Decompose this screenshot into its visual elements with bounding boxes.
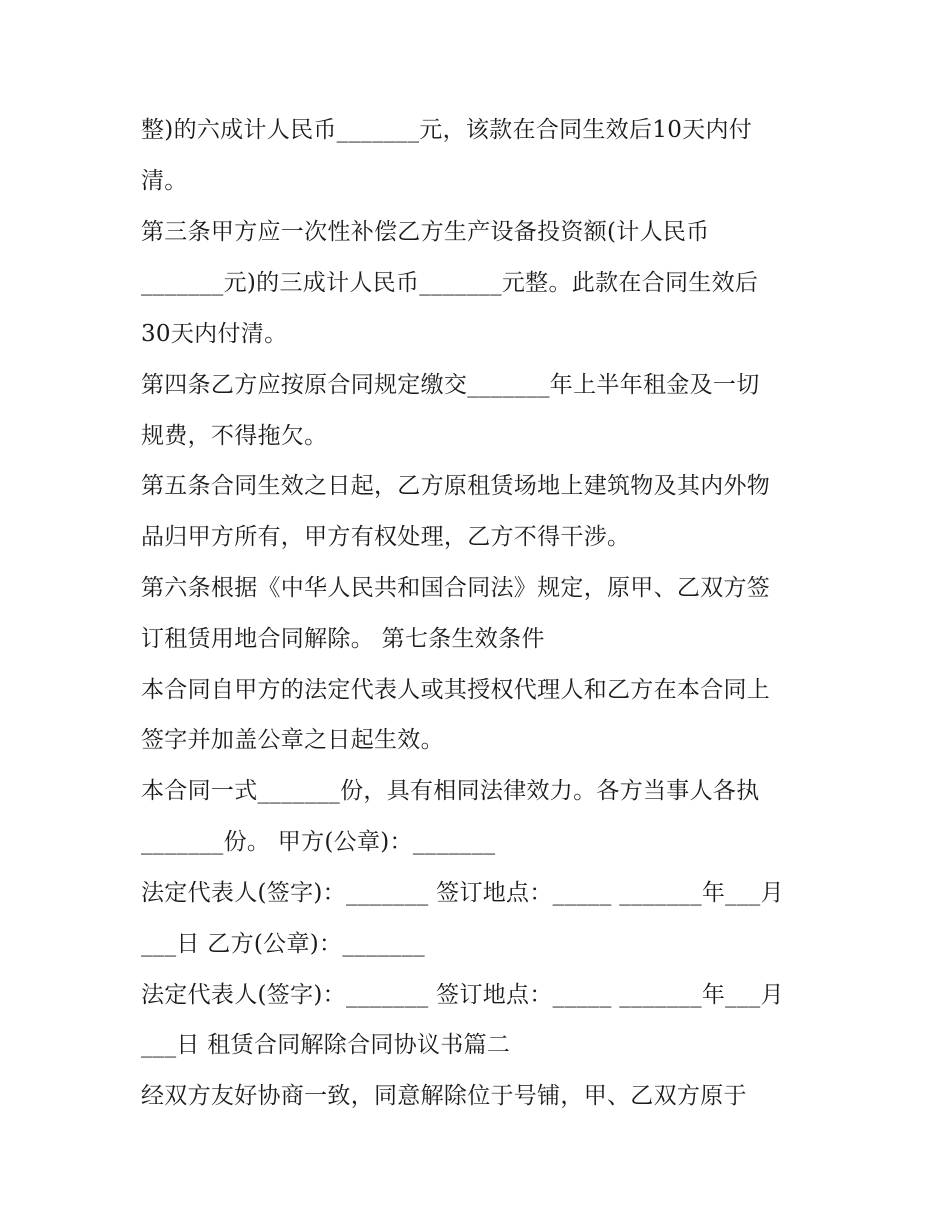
text-line: 第六条根据《中华人民共和国合同法》规定，原甲、乙双方签 [141,575,771,601]
text-line: 订租赁用地合同解除。 第七条生效条件 [141,626,545,652]
text-line: 本合同自甲方的法定代表人或其授权代理人和乙方在本合同上 [141,677,771,703]
text-line: 规费，不得拖欠。 [141,423,328,449]
text-line: 法定代表人(签字)：_______ 签订地点：_____ _______年___月 [141,880,784,906]
text-line: 第四条乙方应按原合同规定缴交_______年上半年租金及一切 [141,372,760,398]
text-line: _______份。 甲方(公章)：_______ [141,829,496,855]
text-line: 本合同一式_______份，具有相同法律效力。各方当事人各执 [141,778,760,804]
text-line: 30天内付清。 [141,321,288,347]
text-line: 签字并加盖公章之日起生效。 [141,727,444,753]
text-line: ___日 租赁合同解除合同协议书篇二 [141,1032,511,1058]
text-line: 第五条合同生效之日起，乙方原租赁场地上建筑物及其内外物 [141,473,771,499]
text-line: 清。 [141,168,188,194]
text-line: 整)的六成计人民币_______元，该款在合同生效后10天内付 [141,117,753,143]
text-line: 品归甲方所有，甲方有权处理，乙方不得干涉。 [141,524,631,550]
text-line: ___日 乙方(公章)：_______ [141,931,425,957]
text-line: 经双方友好协商一致，同意解除位于号铺，甲、乙双方原于 [141,1083,747,1109]
text-line: 第三条甲方应一次性补偿乙方生产设备投资额(计人民币 [141,219,710,245]
text-line: 法定代表人(签字)：_______ 签订地点：_____ _______年___月 [141,982,784,1008]
text-line: _______元)的三成计人民币_______元整。此款在合同生效后 [141,270,759,296]
